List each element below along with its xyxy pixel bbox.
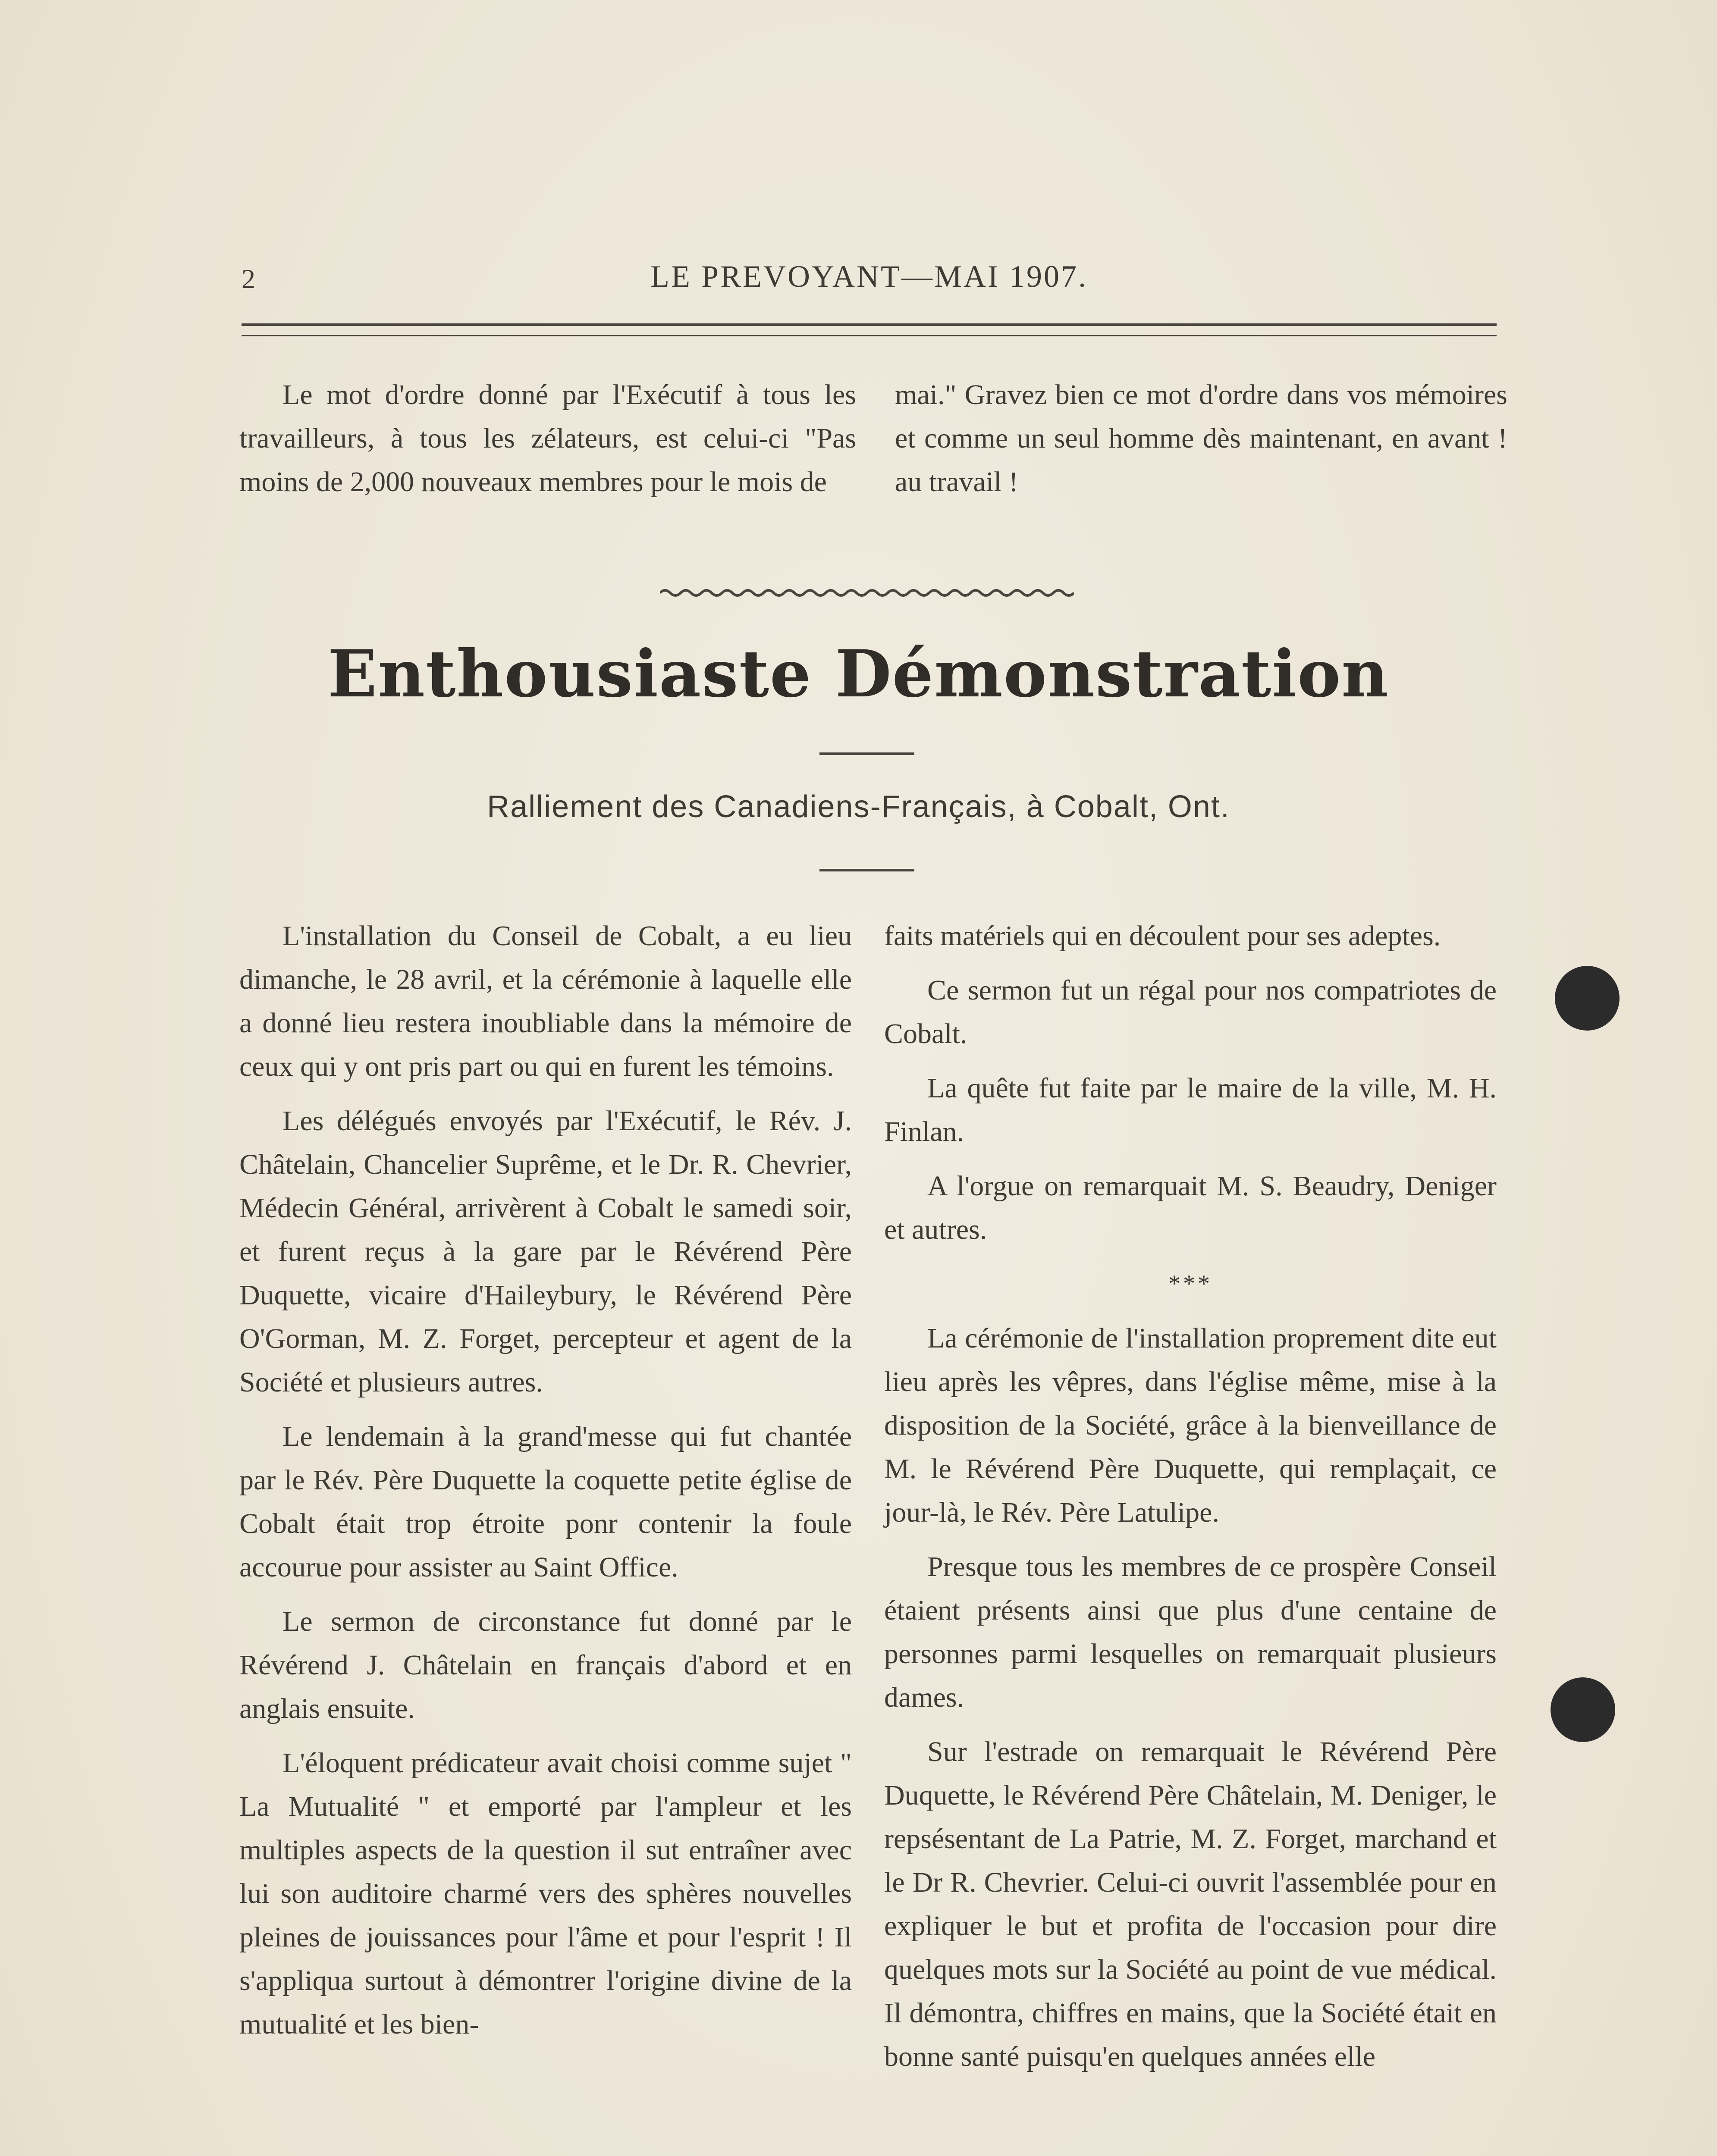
binding-hole [1555, 966, 1620, 1031]
paragraph: Le lendemain à la grand'messe qui fut chantée par le Rév. Père Duquette la coquette petite église de Cobalt était trop étroite ponr contenir la foule accourue pour assister au Saint Office. [239, 1421, 852, 1583]
paragraph: Ce sermon fut un régal pour nos compatriotes de Cobalt. [884, 975, 1497, 1050]
paragraph: Le sermon de circonstance fut donné par le Révérend J. Châtelain en français d'abord et en anglais ensuite. [239, 1606, 852, 1724]
article-left-column [239, 914, 852, 2057]
title-rule [819, 752, 914, 755]
paragraph: Sur l'estrade on remarquait le Révérend Père Duquette, le Révérend Père Châtelain, M. Deniger, le repsésentant de La Patrie, M. Z. Forget, marchand et le Dr R. Chevrier. Celui-ci ouvrit l'assemblée pour en expliquer le but et profita de l'occasion pour dire quelques mots sur la Société au point de vue médical. Il démontra, chiffres en mains, que la Société était en bonne santé puisqu'en quelques années elle [884, 1736, 1497, 2072]
intro-left-text: Le mot d'ordre donné par l'Exécutif à tous les travailleurs, à tous les zélateurs, est celui-ci "Pas moins de 2,000 nouveaux membres pour le mois de [239, 379, 856, 498]
running-title: LE PREVOYANT—MAI 1907. [650, 259, 1088, 294]
subtitle-rule [819, 869, 914, 871]
binding-hole [1551, 1677, 1615, 1742]
section-separator: *** [1168, 1270, 1212, 1297]
paragraph: faits matériels qui en découlent pour ses adeptes. [884, 920, 1441, 952]
article-title: Enthousiaste Démonstration [327, 636, 1390, 712]
wavy-ornament [660, 584, 1074, 602]
paragraph: L'installation du Conseil de Cobalt, a eu lieu dimanche, le 28 avril, et la cérémonie à laquelle elle a donné lieu restera inoubliable dans la mémoire de ceux qui y ont pris part ou qui en furent les témoins. [239, 920, 852, 1082]
paragraph: Les délégués envoyés par l'Exécutif, le Rév. J. Châtelain, Chancelier Suprême, et le Dr. R. Chevrier, Médecin Général, arrivèrent à Cobalt le samedi soir, et furent reçus à la gare par le Révérend Père Duquette, vicaire d'Haileybury, le Révérend Père O'Gorman, M. Z. Forget, percepteur et agent de la Société et plusieurs autres. [239, 1105, 852, 1398]
paragraph: A l'orgue on remarquait M. S. Beaudry, Deniger et autres. [884, 1170, 1497, 1245]
intro-left-column [239, 373, 856, 514]
intro-right-column [895, 373, 1507, 514]
paragraph: Presque tous les membres de ce prospère Conseil étaient présents ainsi que plus d'une centaine de personnes parmi lesquelles on remarquait plusieurs dames. [884, 1551, 1497, 1713]
paragraph: L'éloquent prédicateur avait choisi comme sujet " La Mutualité " et emporté par l'ampleur et les multiples aspects de la question il sut entraîner avec lui son auditoire charmé vers des sphères nouvelles pleines de jouissances pour l'âme et pour l'esprit ! Il s'appliqua surtout à démontrer l'origine divine de la mutualité et les bien- [239, 1747, 852, 2040]
article-right-column [884, 914, 1497, 2089]
article-subtitle: Ralliement des Canadiens-Français, à Cobalt, Ont. [487, 790, 1230, 824]
header-double-rule [242, 323, 1497, 336]
page-number: 2 [242, 263, 255, 294]
paragraph: La quête fut faite par le maire de la ville, M. H. Finlan. [884, 1072, 1497, 1147]
intro-right-text: mai." Gravez bien ce mot d'ordre dans vos mémoires et comme un seul homme dès maintenant, en avant ! au travail ! [895, 379, 1507, 498]
paragraph: La cérémonie de l'installation proprement dite eut lieu après les vêpres, dans l'église même, mise à la disposition de la Société, grâce à la bienveillance de M. le Révérend Père Duquette, qui remplaçait, ce jour-là, le Rév. Père Latulipe. [884, 1322, 1497, 1528]
page-header [242, 259, 1497, 298]
